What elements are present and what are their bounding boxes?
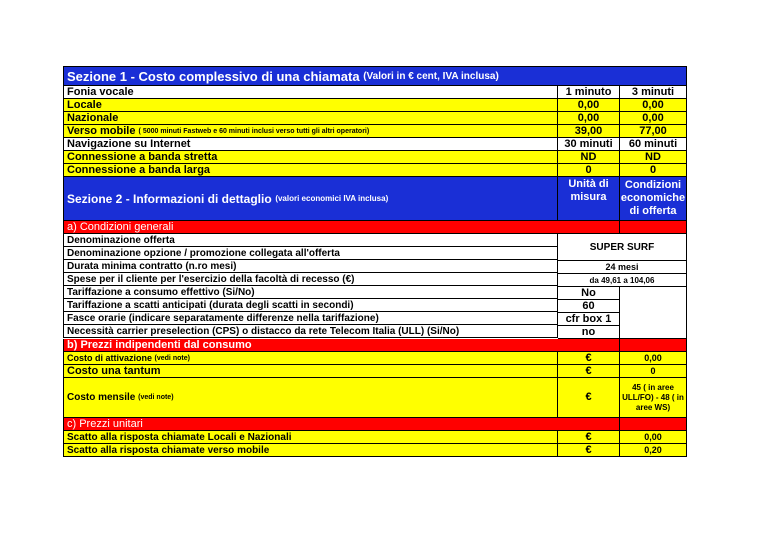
section-a-body <box>63 234 687 339</box>
section1-title-text: Sezione 1 - Costo complessivo di una chiamata <box>67 68 360 84</box>
label-mensile <box>63 378 558 417</box>
section-b-header <box>63 339 687 352</box>
row-mensile <box>63 378 687 418</box>
value-fasce: cfr box 1 <box>558 313 620 326</box>
section-c-header <box>63 418 687 431</box>
value-scatto-locali: 0,00 <box>620 431 687 443</box>
label-cps-ull: Necessità carrier preselection (CPS) o distacco da rete Telecom Italia (ULL) (Si/No) <box>63 325 558 337</box>
label-mensile-text: Costo mensile <box>67 392 136 403</box>
label-scatto-mobile: Scatto alla risposta chiamate verso mobile <box>63 444 558 456</box>
label-mobile <box>63 125 558 137</box>
value-mensile: 45 ( in aree ULL/FO) - 48 ( in aree WS) <box>620 378 687 417</box>
section-a-filler <box>620 221 687 233</box>
section-a-values <box>558 234 687 339</box>
row-fonia <box>63 86 687 99</box>
value-scatto-mobile: 0,20 <box>620 444 687 456</box>
section-c-title: c) Prezzi unitari <box>63 418 620 430</box>
col-condizioni-economiche: Condizioni economiche di offerta <box>620 177 687 220</box>
row-banda-larga <box>63 164 687 177</box>
label-banda-larga: Connessione a banda larga <box>63 164 558 176</box>
row-scatto-mobile <box>63 444 687 457</box>
value-super-surf: SUPER SURF <box>558 234 687 261</box>
value-60min-banda-stretta: ND <box>620 151 687 163</box>
value-lower-empty <box>620 287 687 339</box>
row-tantum <box>63 365 687 378</box>
value-durata: 24 mesi <box>558 261 687 274</box>
label-denominazione-opzione: Denominazione opzione / promozione collegata all'offerta <box>63 247 558 259</box>
section-c-filler <box>620 418 687 430</box>
label-fonia: Fonia vocale <box>63 86 558 98</box>
label-locale: Locale <box>63 99 558 111</box>
label-attivazione-note: (vedi note) <box>154 354 190 362</box>
row-mobile <box>63 125 687 138</box>
section1-title-note: (Valori in € cent, IVA inclusa) <box>363 70 499 82</box>
label-scatto-locali: Scatto alla risposta chiamate Locali e Nazionali <box>63 431 558 443</box>
value-3min-locale: 0,00 <box>620 99 687 111</box>
label-attivazione <box>63 352 558 364</box>
section-b-filler <box>620 339 687 351</box>
label-tariffazione-scatti: Tariffazione a scatti anticipati (durata degli scatti in secondi) <box>63 299 558 311</box>
section2-title-text: Sezione 2 - Informazioni di dettaglio <box>67 191 272 206</box>
value-attivazione: 0,00 <box>620 352 687 364</box>
value-3min-mobile: 77,00 <box>620 125 687 137</box>
row-banda-stretta <box>63 151 687 164</box>
value-30min-banda-stretta: ND <box>558 151 620 163</box>
unit-scatto-mobile: € <box>558 444 620 456</box>
unit-attivazione: € <box>558 352 620 364</box>
section-a-header <box>63 221 687 234</box>
label-mobile-note: ( 5000 minuti Fastweb e 60 minuti inclusi verso tutti gli altri operatori) <box>138 127 370 135</box>
value-lower-block <box>558 287 687 339</box>
section2-header <box>63 177 687 221</box>
section-b-title: b) Prezzi indipendenti dal consumo <box>63 339 620 351</box>
price-sheet <box>63 66 687 457</box>
value-1min-nazionale: 0,00 <box>558 112 620 124</box>
label-nazionale: Nazionale <box>63 112 558 124</box>
label-banda-stretta: Connessione a banda stretta <box>63 151 558 163</box>
value-scatti: 60 <box>558 300 620 313</box>
value-1min-mobile: 39,00 <box>558 125 620 137</box>
value-cps: no <box>558 326 620 339</box>
value-tantum: 0 <box>620 365 687 377</box>
label-denominazione-offerta: Denominazione offerta <box>63 234 558 246</box>
unit-mensile: € <box>558 378 620 417</box>
value-consumo: No <box>558 287 620 300</box>
label-fasce-orarie: Fasce orarie (indicare separatamente differenze nella tariffazione) <box>63 312 558 324</box>
label-mobile-text: Verso mobile <box>67 125 136 137</box>
section2-title-note: (valori economici IVA inclusa) <box>275 194 389 203</box>
row-scatto-locali <box>63 431 687 444</box>
value-lower-col <box>558 287 620 339</box>
value-60min-banda-larga: 0 <box>620 164 687 176</box>
row-attivazione <box>63 352 687 365</box>
section-a-title: a) Condizioni generali <box>63 221 620 233</box>
row-locale <box>63 99 687 112</box>
label-spese-recesso: Spese per il cliente per l'esercizio della facoltà di recesso (€) <box>63 273 558 285</box>
label-mensile-note: (vedi note) <box>138 394 174 401</box>
row-nazionale <box>63 112 687 125</box>
label-tantum: Costo una tantum <box>63 365 558 377</box>
unit-scatto-locali: € <box>558 431 620 443</box>
section-a-labels <box>63 234 558 339</box>
value-60min-internet: 60 minuti <box>620 138 687 150</box>
value-3min-fonia: 3 minuti <box>620 86 687 98</box>
section1-title <box>63 67 687 85</box>
row-internet <box>63 138 687 151</box>
value-3min-nazionale: 0,00 <box>620 112 687 124</box>
label-internet: Navigazione su Internet <box>63 138 558 150</box>
label-durata-minima: Durata minima contratto (n.ro mesi) <box>63 260 558 272</box>
value-30min-banda-larga: 0 <box>558 164 620 176</box>
unit-tantum: € <box>558 365 620 377</box>
col-unita-misura: Unità di misura <box>558 177 620 220</box>
section1-header <box>63 66 687 86</box>
section2-title <box>63 177 558 220</box>
value-30min-internet: 30 minuti <box>558 138 620 150</box>
value-1min-fonia: 1 minuto <box>558 86 620 98</box>
value-recesso: da 49,61 a 104,06 <box>558 274 687 287</box>
label-tariffazione-consumo: Tariffazione a consumo effettivo (Si/No) <box>63 286 558 298</box>
label-attivazione-text: Costo di attivazione <box>67 353 153 363</box>
value-1min-locale: 0,00 <box>558 99 620 111</box>
